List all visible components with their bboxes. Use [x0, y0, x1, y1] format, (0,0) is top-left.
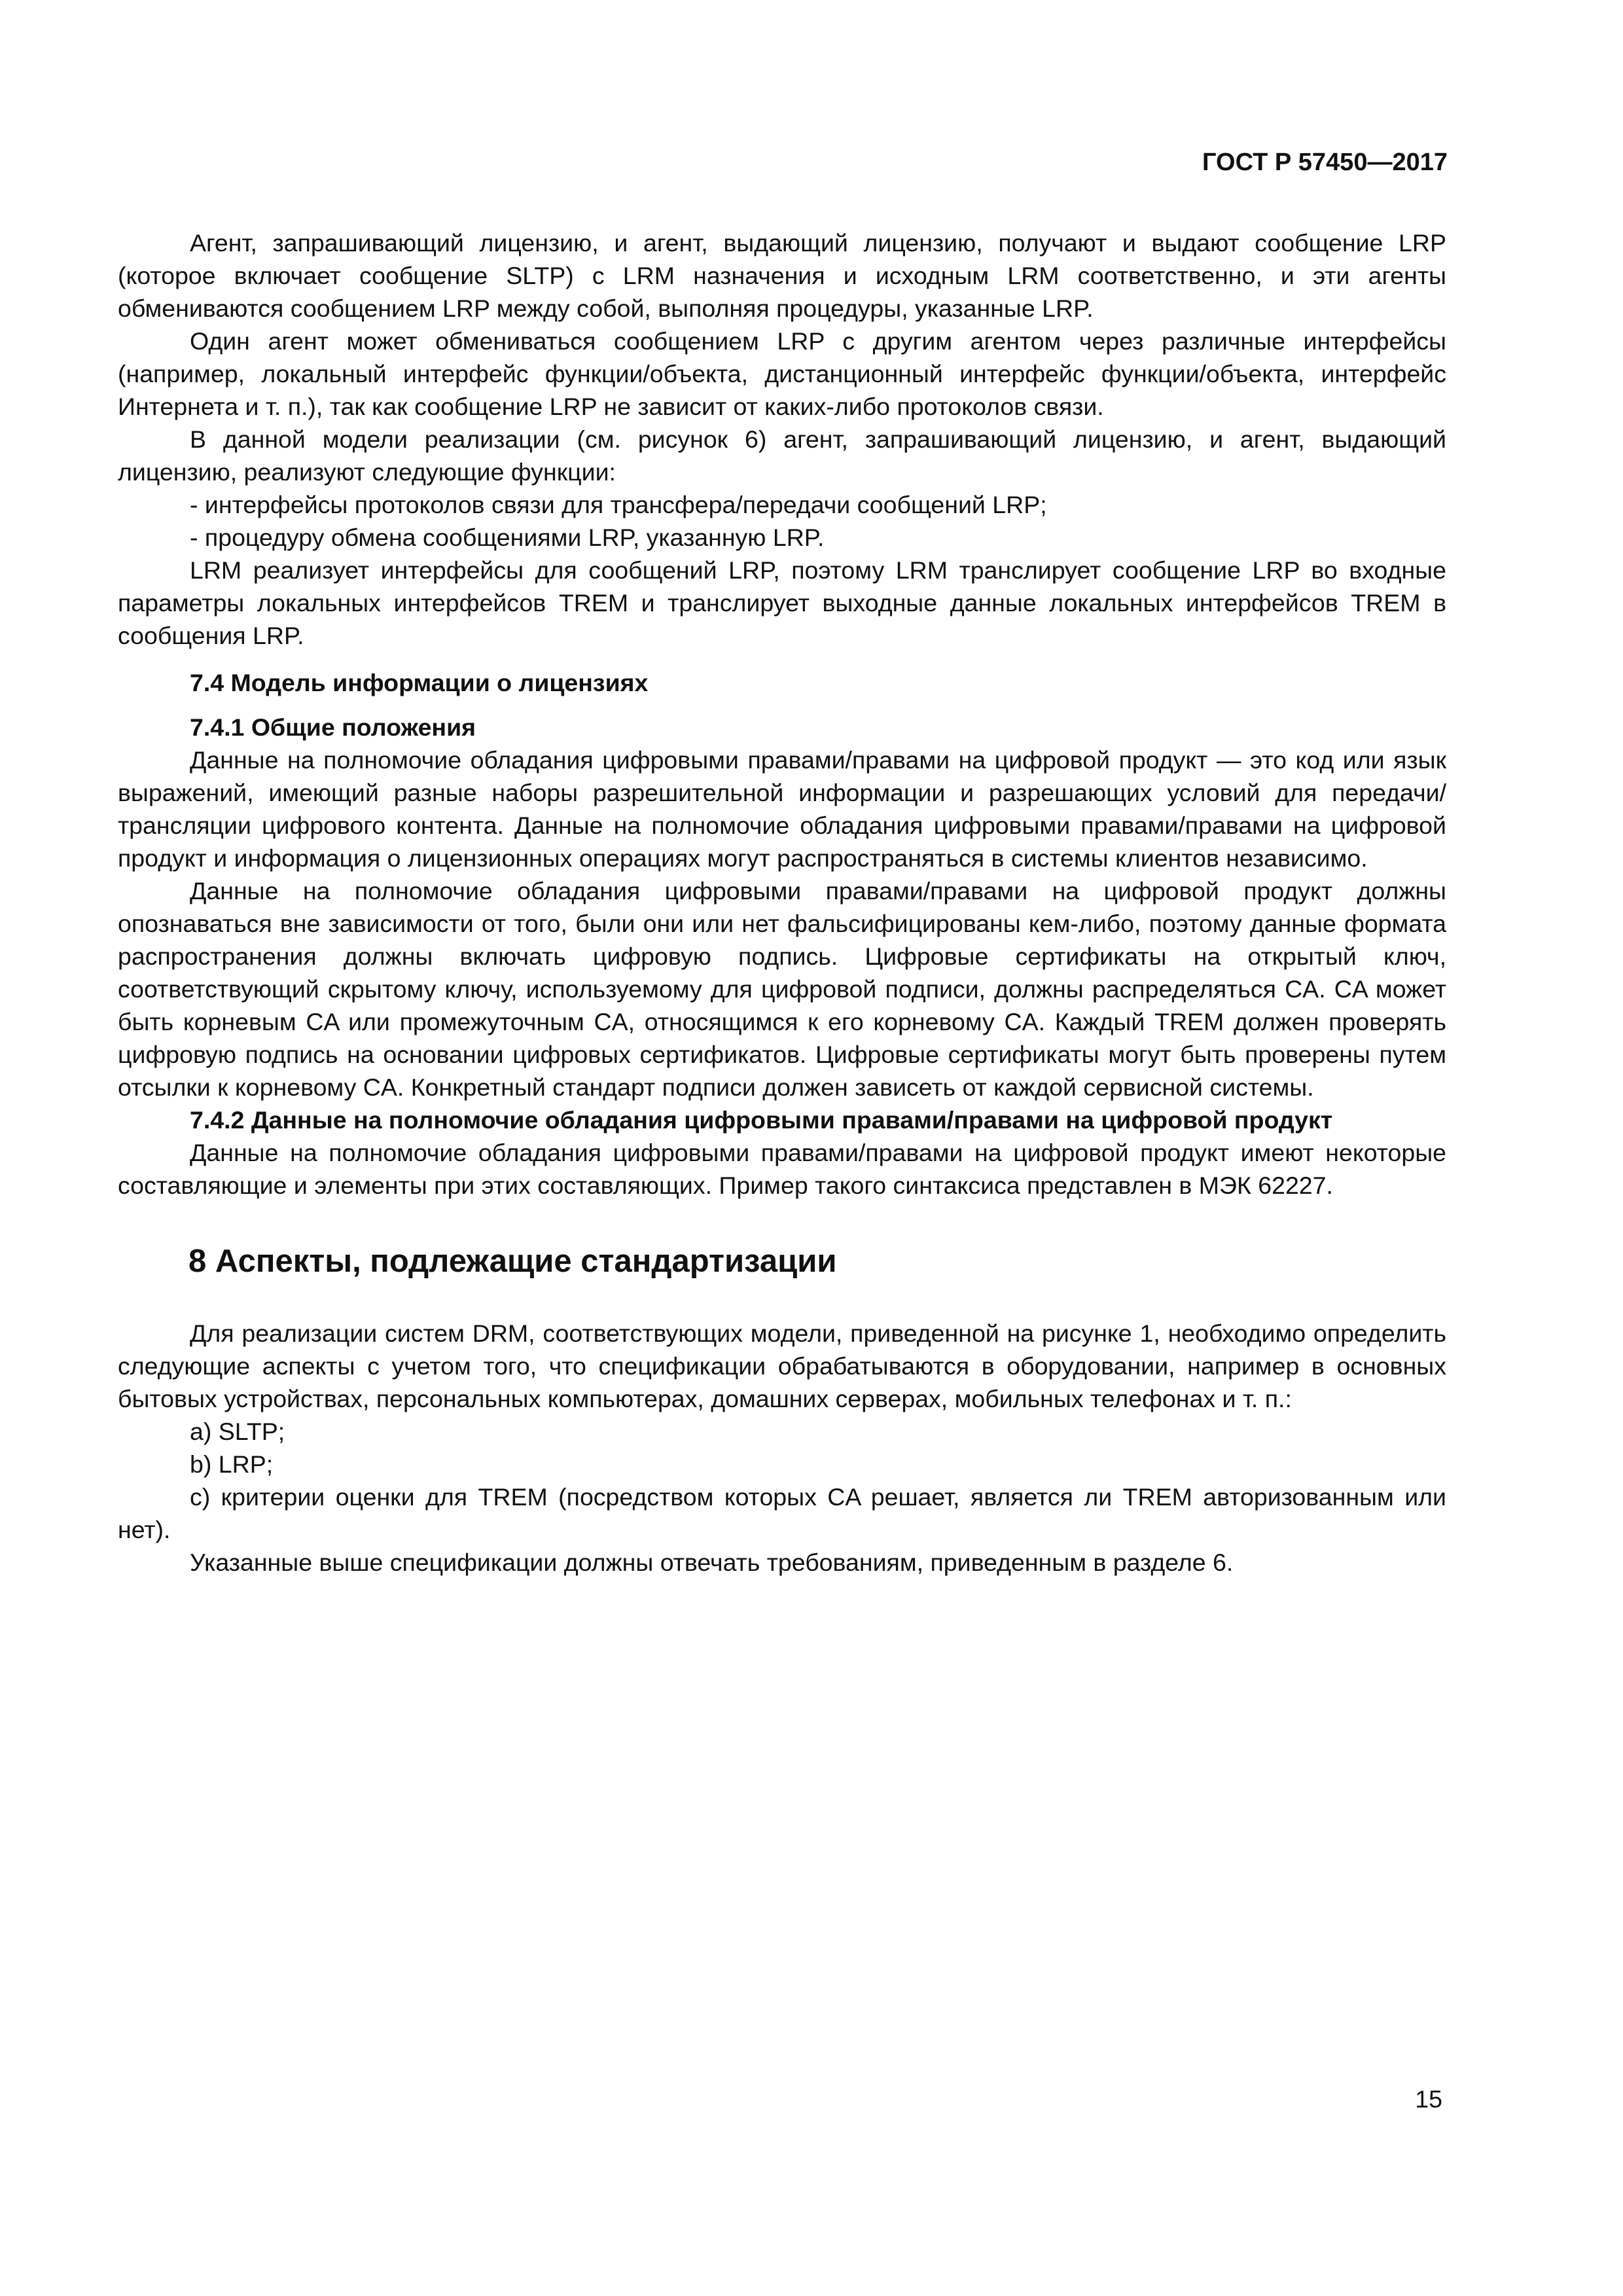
paragraph: Данные на полномочие обладания цифровыми правами/правами на цифровой продукт должны опознаваться вне зависимости от того, были они или нет фальсифицированы кем-либо, поэтому данные формата распространения должны включать цифровую подпись. Цифровые сертификаты на открытый ключ, соответствующий скрытому ключу, используемому для цифровой подписи, должны распределяться CA. CA может быть корневым CA или промежуточным CA, относящимся к его корневому CA. Каждый TREM должен проверять цифровую подпись на основании цифровых сертификатов. Цифровые сертификаты могут быть проверены путем отсылки к корневому CA. Конкретный стандарт подписи должен зависеть от каждой сервисной системы.	[118, 877, 1446, 1101]
paragraph: В данной модели реализации (см. рисунок 6) агент, запрашивающий лицензию, и агент, выдающий лицензию, реализуют следующие функции:	[118, 425, 1446, 486]
document-body	[118, 226, 1446, 1579]
paragraph: Данные на полномочие обладания цифровыми правами/правами на цифровой продукт имеют некоторые составляющие и элементы при этих составляющих. Пример такого синтаксиса представлен в МЭК 62227.	[118, 1139, 1446, 1199]
list-item: c) критерии оценки для TREM (посредством которых CA решает, является ли TREM авторизованным или нет).	[118, 1483, 1446, 1543]
subsection-heading-7-4-2: 7.4.2 Данные на полномочие обладания цифровыми правами/правами на цифровой продукт	[190, 1106, 1333, 1134]
list-item: a) SLTP;	[190, 1418, 285, 1445]
page-number: 15	[1415, 2085, 1442, 2113]
section-heading-7-4: 7.4 Модель информации о лицензиях	[190, 669, 649, 696]
document-designation: ГОСТ Р 57450—2017	[1202, 149, 1448, 176]
list-item: - интерфейсы протоколов связи для трансфера/передачи сообщений LRP;	[190, 491, 1047, 518]
list-item: - процедуру обмена сообщениями LRP, указанную LRP.	[190, 524, 825, 551]
paragraph: Для реализации систем DRM, соответствующих модели, приведенной на рисунке 1, необходимо определить следующие аспекты с учетом того, что спецификации обрабатываются в оборудовании, например в основных бытовых устройствах, персональных компьютерах, домашних серверах, мобильных телефонах и т. п.:	[118, 1319, 1446, 1412]
section-heading-8: 8 Аспекты, подлежащие стандартизации	[188, 1244, 837, 1279]
paragraph: Агент, запрашивающий лицензию, и агент, выдающий лицензию, получают и выдают сообщение LRP (которое включает сообщение SLTP) с LRM назначения и исходным LRM соответственно, и эти агенты обмениваются сообщением LRP между собой, выполняя процедуры, указанные LRP.	[118, 229, 1446, 322]
paragraph: LRM реализует интерфейсы для сообщений LRP, поэтому LRM транслирует сообщение LRP во входные параметры локальных интерфейсов TREM и транслирует выходные данные локальных интерфейсов TREM в сообщения LRP.	[118, 556, 1446, 649]
list-item: b) LRP;	[190, 1450, 274, 1478]
paragraph: Один агент может обмениваться сообщением LRP с другим агентом через различные интерфейсы (например, локальный интерфейс функции/объекта, дистанционный интерфейс функции/объекта, интерфейс Интернета и т. п.), так как сообщение LRP не зависит от каких-либо протоколов связи.	[118, 327, 1446, 420]
paragraph: Данные на полномочие обладания цифровыми правами/правами на цифровой продукт — это код или язык выражений, имеющий разные наборы разрешительной информации и разрешающих условий для передачи/трансляции цифрового контента. Данные на полномочие обладания цифровыми правами/правами на цифровой продукт и информация о лицензионных операциях могут распространяться в системы клиентов независимо.	[118, 746, 1446, 872]
subsection-heading-7-4-1: 7.4.1 Общие положения	[190, 713, 476, 741]
paragraph: Указанные выше спецификации должны отвечать требованиям, приведенным в разделе 6.	[190, 1549, 1234, 1576]
